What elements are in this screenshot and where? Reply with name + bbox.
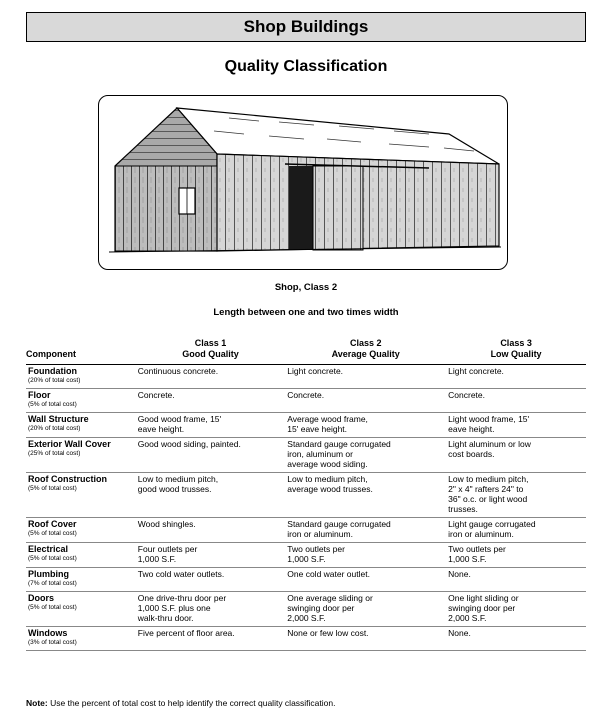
class2-description-cell: Concrete. (285, 389, 446, 413)
class1-description-cell: Good wood siding, painted. (136, 438, 285, 473)
component-cost-percent: (5% of total cost) (28, 555, 77, 562)
component-name: Roof Construction (28, 474, 107, 484)
component-name: Plumbing (28, 569, 69, 579)
shop-building-illustration (98, 95, 508, 270)
section-title: Quality Classification (224, 58, 388, 75)
table-row (26, 438, 586, 473)
table-row (26, 592, 586, 627)
class3-label: Class 3 (500, 338, 532, 348)
class2-description-cell: One cold water outlet. (285, 568, 446, 592)
component-cost-percent: (25% of total cost) (28, 450, 81, 457)
component-cell (26, 627, 136, 651)
component-cell (26, 365, 136, 389)
class2-description-cell: Light concrete. (285, 365, 446, 389)
class3-description-cell: One light sliding or swinging door per 2,000 S.F. (446, 592, 586, 627)
component-name: Floor (28, 390, 51, 400)
component-cell (26, 568, 136, 592)
class3-description-cell: None. (446, 627, 586, 651)
class1-label: Class 1 (194, 338, 227, 348)
table-header-row (26, 338, 586, 365)
figure-description: Length between one and two times width (213, 307, 399, 318)
component-cost-percent: (5% of total cost) (28, 604, 77, 611)
component-cell (26, 518, 136, 543)
table-row (26, 473, 586, 518)
class1-column-header (136, 338, 285, 365)
class1-description-cell: Wood shingles. (136, 518, 285, 543)
class1-description-cell: One drive-thru door per 1,000 S.F. plus one walk-thru door. (136, 592, 285, 627)
component-name: Exterior Wall Cover (28, 439, 111, 449)
class1-description-cell: Low to medium pitch, good wood trusses. (136, 473, 285, 518)
component-name: Electrical (28, 544, 69, 554)
class2-description-cell: Two outlets per 1,000 S.F. (285, 543, 446, 568)
component-cost-percent: (5% of total cost) (28, 530, 77, 537)
component-cost-percent: (7% of total cost) (28, 580, 77, 587)
class3-description-cell: Two outlets per 1,000 S.F. (446, 543, 586, 568)
note-label: Note: (26, 698, 48, 708)
class2-quality: Average Quality (331, 349, 400, 359)
class2-description-cell: Standard gauge corrugated iron, aluminum or average wood siding. (285, 438, 446, 473)
class1-description-cell: Four outlets per 1,000 S.F. (136, 543, 285, 568)
class3-description-cell: Light wood frame, 15' eave height. (446, 413, 586, 438)
component-cost-percent: (5% of total cost) (28, 485, 77, 492)
table-row (26, 543, 586, 568)
class3-column-header (446, 338, 586, 365)
component-cost-percent: (20% of total cost) (28, 377, 81, 384)
table-row (26, 413, 586, 438)
table-row (26, 389, 586, 413)
header-title: Shop Buildings (243, 17, 369, 36)
component-column-header: Component (26, 338, 136, 365)
figure-caption: Shop, Class 2 (274, 282, 338, 293)
class2-description-cell: One average sliding or swinging door per 2,000 S.F. (285, 592, 446, 627)
component-name: Roof Cover (28, 519, 77, 529)
table-row (26, 365, 586, 389)
component-cost-percent: (3% of total cost) (28, 639, 77, 646)
footnote (26, 698, 335, 708)
component-cell (26, 389, 136, 413)
table-row (26, 627, 586, 651)
shop-building-drawing (99, 96, 507, 269)
class2-description-cell: Low to medium pitch, average wood trusses. (285, 473, 446, 518)
class1-quality: Good Quality (182, 349, 239, 359)
component-cell (26, 473, 136, 518)
class1-description-cell: Concrete. (136, 389, 285, 413)
table-body (26, 365, 586, 651)
component-cell (26, 413, 136, 438)
table-row (26, 518, 586, 543)
page-header (26, 12, 586, 42)
class2-description-cell: None or few low cost. (285, 627, 446, 651)
component-cost-percent: (20% of total cost) (28, 425, 81, 432)
component-cost-percent: (5% of total cost) (28, 401, 77, 408)
class1-description-cell: Good wood frame, 15' eave height. (136, 413, 285, 438)
component-cell (26, 592, 136, 627)
component-cell (26, 543, 136, 568)
class1-description-cell: Five percent of floor area. (136, 627, 285, 651)
class3-description-cell: None. (446, 568, 586, 592)
class2-description-cell: Average wood frame, 15' eave height. (285, 413, 446, 438)
component-name: Windows (28, 628, 68, 638)
class2-column-header (285, 338, 446, 365)
component-cell (26, 438, 136, 473)
class1-description-cell: Continuous concrete. (136, 365, 285, 389)
class3-quality: Low Quality (490, 349, 542, 359)
class2-description-cell: Standard gauge corrugated iron or aluminum. (285, 518, 446, 543)
quality-classification-table (26, 338, 586, 651)
table-row (26, 568, 586, 592)
note-text: Use the percent of total cost to help identify the correct quality classification. (50, 698, 336, 708)
component-name: Doors (28, 593, 55, 603)
class3-description-cell: Low to medium pitch, 2" x 4" rafters 24" to 36" o.c. or light wood trusses. (446, 473, 586, 518)
class3-description-cell: Light aluminum or low cost boards. (446, 438, 586, 473)
class3-description-cell: Light concrete. (446, 365, 586, 389)
component-name: Wall Structure (28, 414, 89, 424)
component-name: Foundation (28, 366, 77, 376)
class3-description-cell: Light gauge corrugated iron or aluminum. (446, 518, 586, 543)
class2-label: Class 2 (349, 338, 382, 348)
class3-description-cell: Concrete. (446, 389, 586, 413)
class1-description-cell: Two cold water outlets. (136, 568, 285, 592)
